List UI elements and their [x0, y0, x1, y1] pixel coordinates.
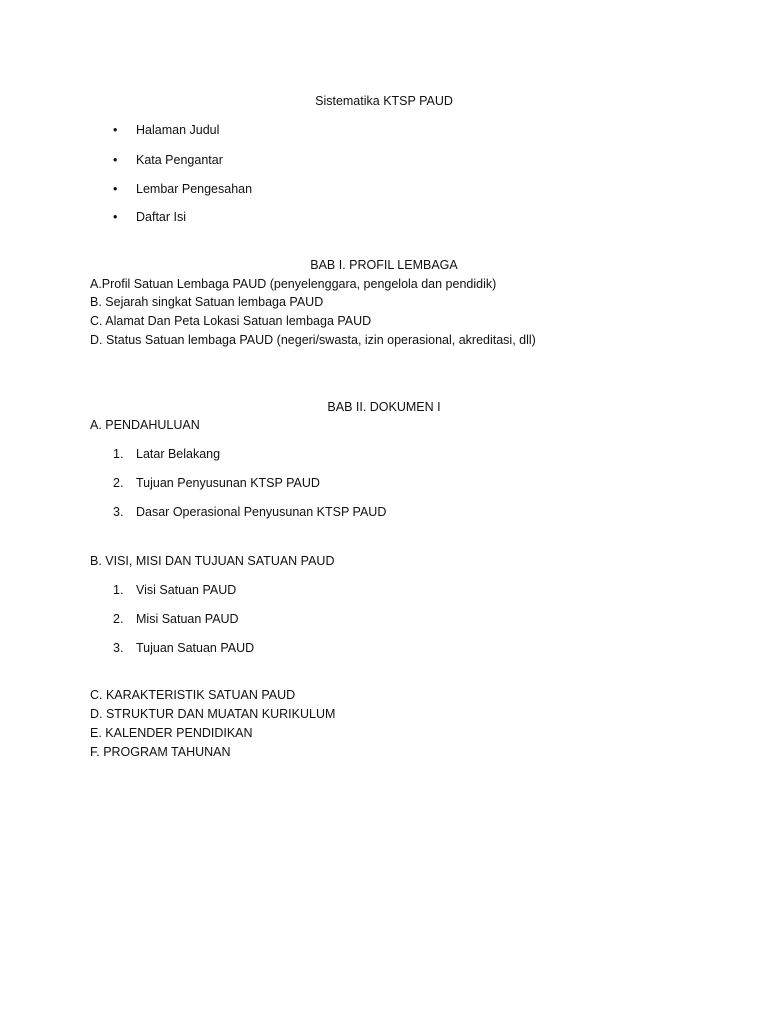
subsection-label-a: A. PENDAHULUAN	[90, 418, 200, 432]
item-text: Visi Satuan PAUD	[136, 583, 237, 597]
text-line	[0, 687, 768, 703]
item-text: Dasar Operasional Penyusunan KTSP PAUD	[136, 505, 387, 519]
item-text: Tujuan Satuan PAUD	[136, 641, 255, 655]
section-heading-bab1: BAB I. PROFIL LEMBAGA	[310, 258, 458, 272]
item-text: Latar Belakang	[136, 447, 221, 461]
text-line	[0, 332, 768, 348]
text-line	[0, 744, 768, 760]
numbered-item	[0, 611, 768, 627]
subsection-label-c: C. KARAKTERISTIK SATUAN PAUD	[90, 688, 296, 702]
item-number: 3.	[113, 505, 124, 519]
text-line	[0, 276, 768, 292]
numbered-item	[0, 582, 768, 598]
text-line	[0, 417, 768, 433]
text-line	[0, 313, 768, 329]
list-item-text: Halaman Judul	[136, 123, 220, 137]
text-line	[0, 725, 768, 741]
bullet-marker: •	[113, 182, 118, 196]
list-item	[0, 209, 768, 225]
subsection-label-f: F. PROGRAM TAHUNAN	[90, 745, 231, 759]
item-number: 1.	[113, 447, 124, 461]
list-item	[0, 122, 768, 138]
list-item-text: Daftar Isi	[136, 210, 187, 224]
numbered-item	[0, 446, 768, 462]
bab1-line-d: D. Status Satuan lembaga PAUD (negeri/swasta, izin operasional, akreditasi, dll)	[90, 333, 536, 347]
item-number: 1.	[113, 583, 124, 597]
bullet-marker: •	[113, 123, 118, 137]
text-line	[0, 706, 768, 722]
bullet-marker: •	[113, 210, 118, 224]
subsection-label-d: D. STRUKTUR DAN MUATAN KURIKULUM	[90, 707, 336, 721]
item-number: 3.	[113, 641, 124, 655]
bab1-line-a: A.Profil Satuan Lembaga PAUD (penyelenggara, pengelola dan pendidik)	[90, 277, 497, 291]
section-heading-bab2: BAB II. DOKUMEN I	[327, 400, 441, 414]
list-item-text: Lembar Pengesahan	[136, 182, 253, 196]
numbered-item	[0, 504, 768, 520]
list-item	[0, 181, 768, 197]
document-title: Sistematika KTSP PAUD	[315, 94, 453, 108]
bab1-line-c: C. Alamat Dan Peta Lokasi Satuan lembaga PAUD	[90, 314, 372, 328]
text-line	[0, 553, 768, 569]
text-line	[0, 294, 768, 310]
item-number: 2.	[113, 612, 124, 626]
item-text: Misi Satuan PAUD	[136, 612, 239, 626]
bab1-line-b: B. Sejarah singkat Satuan lembaga PAUD	[90, 295, 324, 309]
list-item	[0, 152, 768, 168]
item-text: Tujuan Penyusunan KTSP PAUD	[136, 476, 320, 490]
subsection-label-e: E. KALENDER PENDIDIKAN	[90, 726, 253, 740]
numbered-item	[0, 475, 768, 491]
bullet-marker: •	[113, 153, 118, 167]
numbered-item	[0, 640, 768, 656]
subsection-label-b: B. VISI, MISI DAN TUJUAN SATUAN PAUD	[90, 554, 335, 568]
list-item-text: Kata Pengantar	[136, 153, 223, 167]
item-number: 2.	[113, 476, 124, 490]
